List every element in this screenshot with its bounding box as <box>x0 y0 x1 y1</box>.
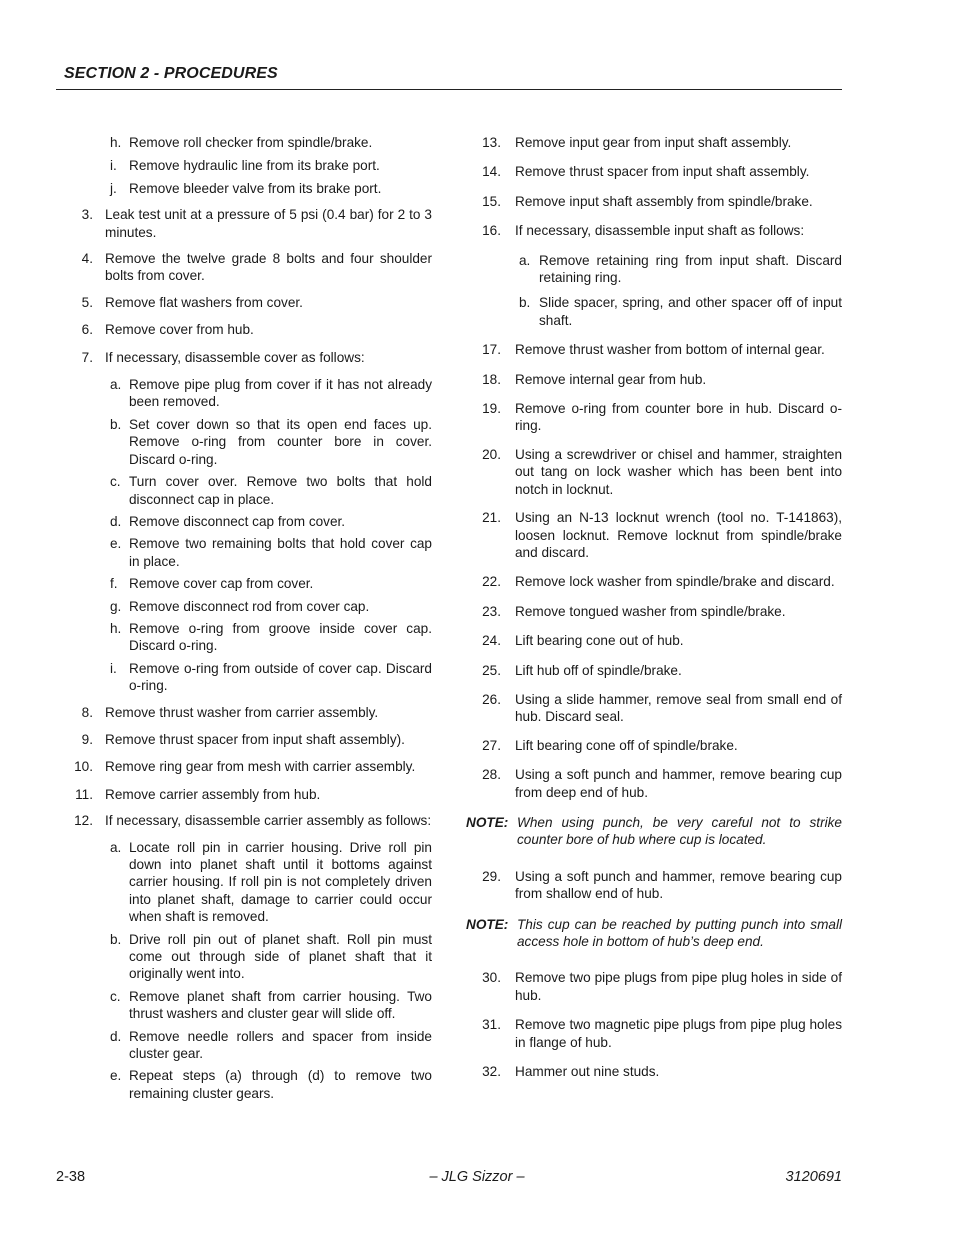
step-item <box>66 321 432 338</box>
step-text: If necessary, disassemble cover as follows: <box>105 349 365 365</box>
step-number: 28. <box>482 767 501 783</box>
sub-step-item <box>66 376 432 411</box>
step-text: Remove planet shaft from carrier housing. Two thrust washers and cluster gear will slide off. <box>129 988 432 1022</box>
step-number: h. <box>110 620 122 636</box>
step-text: Remove thrust spacer from input shaft assembly). <box>105 731 405 747</box>
step-text: Hammer out nine studs. <box>515 1064 660 1080</box>
right-column <box>466 134 842 1080</box>
step-number: 14. <box>482 164 501 180</box>
step-text: Remove cover cap from cover. <box>129 576 314 592</box>
step-text: If necessary, disassemble input shaft as follows: <box>515 223 805 239</box>
step-text: Lift bearing cone out of hub. <box>515 633 684 649</box>
step-text: Remove two magnetic pipe plugs from pipe plug holes in flange of hub. <box>515 1017 842 1050</box>
step-number: 22. <box>482 574 501 590</box>
step-item <box>466 632 842 649</box>
document-number: 3120691 <box>785 1169 842 1185</box>
step-text: Remove internal gear from hub. <box>515 371 707 387</box>
step-item <box>66 758 432 775</box>
step-number: e. <box>110 536 122 552</box>
step-number: 18. <box>482 371 501 387</box>
step-number: d. <box>110 513 122 529</box>
step-number: 11. <box>75 786 93 802</box>
step-number: 13. <box>482 135 501 150</box>
step-text: Remove input shaft assembly from spindle/brake. <box>515 193 813 209</box>
sub-step-item <box>66 180 432 197</box>
step-number: b. <box>519 295 531 311</box>
header-divider <box>56 89 842 90</box>
step-text: Turn cover over. Remove two bolts that hold disconnect cap in place. <box>129 474 432 507</box>
step-item <box>66 731 432 748</box>
step-number: h. <box>110 135 122 150</box>
step-number: e. <box>110 1068 122 1084</box>
step-number: 7. <box>81 349 93 365</box>
note-text: This cup can be reached by putting punch into small access hole in bottom of hub’s deep end. <box>517 916 842 949</box>
step-text: Remove needle rollers and spacer from inside cluster gear. <box>129 1028 432 1062</box>
step-number: 16. <box>482 223 501 239</box>
step-item <box>66 786 432 803</box>
step-number: i. <box>110 158 117 174</box>
step-text: Remove thrust spacer from input shaft assembly. <box>515 164 810 180</box>
step-text: Remove lock washer from spindle/brake and discard. <box>515 574 835 590</box>
step-text: Remove input gear from input shaft assembly. <box>515 135 792 150</box>
section-title: SECTION 2 - PROCEDURES <box>64 65 278 82</box>
step-item <box>66 704 432 721</box>
step-item <box>66 250 432 285</box>
step-number: b. <box>110 931 122 947</box>
step-number: 19. <box>482 401 501 417</box>
step-number: 24. <box>482 633 501 649</box>
step-item <box>466 400 842 435</box>
step-item <box>466 662 842 679</box>
step-text: Leak test unit at a pressure of 5 psi (0.4 bar) for 2 to 3 minutes. <box>105 207 432 240</box>
step-number: a. <box>110 377 122 393</box>
step-number: 31. <box>482 1017 501 1033</box>
step-item <box>466 446 842 498</box>
left-column <box>66 134 432 1102</box>
step-text: Remove bleeder valve from its brake port. <box>129 180 382 196</box>
step-text: Using a soft punch and hammer, remove bearing cup from shallow end of hub. <box>515 868 842 902</box>
step-text: Repeat steps (a) through (d) to remove two remaining cluster gears. <box>129 1068 432 1101</box>
step-number: c. <box>110 474 121 490</box>
step-number: 5. <box>81 294 93 310</box>
sub-step-item <box>66 416 432 468</box>
step-text: Remove retaining ring from input shaft. Discard retaining ring. <box>539 252 842 286</box>
sub-step-item <box>66 157 432 174</box>
sub-step-item <box>66 134 432 151</box>
sub-step-item <box>66 513 432 530</box>
step-item <box>466 1016 842 1051</box>
step-number: 23. <box>482 603 501 619</box>
step-text: Remove thrust washer from bottom of internal gear. <box>515 342 825 358</box>
step-number: 21. <box>482 510 501 526</box>
step-text: Remove o-ring from outside of cover cap. Discard o-ring. <box>129 660 432 694</box>
step-text: Using an N-13 locknut wrench (tool no. T-141863), loosen locknut. Remove locknut from spindle/brake and discard. <box>515 510 842 560</box>
step-item <box>466 603 842 620</box>
sub-step-item <box>66 931 432 983</box>
step-number: 9. <box>81 731 93 747</box>
step-item <box>466 766 842 801</box>
sub-step-item <box>66 1067 432 1102</box>
sub-step-item <box>66 620 432 655</box>
note-item <box>466 916 842 951</box>
step-text: Using a slide hammer, remove seal from small end of hub. Discard seal. <box>515 691 842 725</box>
step-text: Remove thrust washer from carrier assembly. <box>105 704 379 720</box>
sub-step-item <box>66 473 432 508</box>
step-text: Remove tongued washer from spindle/brake. <box>515 603 786 619</box>
step-number: 8. <box>81 704 93 720</box>
step-number: 30. <box>482 970 501 986</box>
sub-step-item <box>66 575 432 592</box>
step-item <box>66 812 432 829</box>
step-number: c. <box>110 988 121 1004</box>
step-item <box>466 341 842 358</box>
step-text: Remove disconnect cap from cover. <box>129 513 346 529</box>
step-text: Remove two remaining bolts that hold cover cap in place. <box>129 536 432 569</box>
step-text: Remove cover from hub. <box>105 322 254 338</box>
step-text: Remove ring gear from mesh with carrier assembly. <box>105 759 416 775</box>
note-label: NOTE: <box>466 916 509 932</box>
step-text: Remove the twelve grade 8 bolts and four shoulder bolts from cover. <box>105 251 432 284</box>
step-text: Remove pipe plug from cover if it has not already been removed. <box>129 377 432 410</box>
page-number: 2-38 <box>56 1169 86 1185</box>
sub-step-item <box>66 660 432 695</box>
step-text: Remove two pipe plugs from pipe plug holes in side of hub. <box>515 970 842 1003</box>
step-number: d. <box>110 1028 122 1044</box>
step-text: Remove roll checker from spindle/brake. <box>129 135 373 150</box>
step-number: 4. <box>81 251 93 267</box>
step-number: a. <box>519 252 531 268</box>
step-number: b. <box>110 416 122 432</box>
sub-step-item <box>66 598 432 615</box>
step-number: 25. <box>482 662 501 678</box>
step-item <box>466 737 842 754</box>
step-item <box>466 573 842 590</box>
step-item <box>66 206 432 241</box>
step-number: 20. <box>482 446 501 462</box>
step-number: 32. <box>482 1064 501 1080</box>
step-text: Remove hydraulic line from its brake port. <box>129 158 380 174</box>
step-text: Drive roll pin out of planet shaft. Roll pin must come out through side of planet shaft that it originally went into. <box>129 931 432 982</box>
step-item <box>466 969 842 1004</box>
step-item <box>66 349 432 366</box>
step-number: a. <box>110 839 122 855</box>
sub-step-item <box>66 839 432 926</box>
sub-step-item <box>66 535 432 570</box>
step-text: Slide spacer, spring, and other spacer off of input shaft. <box>539 295 842 328</box>
step-text: Remove disconnect rod from cover cap. <box>129 598 370 614</box>
step-text: Locate roll pin in carrier housing. Drive roll pin down into planet shaft until it bottoms against carrier housing. If roll pin is not completely driven into planet shaft, damage to carrier could occur when shaft is removed. <box>129 839 432 925</box>
step-text: Remove carrier assembly from hub. <box>105 786 321 802</box>
step-item <box>466 163 842 180</box>
step-number: 6. <box>81 322 93 338</box>
step-number: 17. <box>482 342 501 358</box>
step-text: Using a soft punch and hammer, remove bearing cup from deep end of hub. <box>515 767 842 800</box>
step-number: 26. <box>482 691 501 707</box>
step-number: 15. <box>482 193 501 209</box>
note-label: NOTE: <box>466 814 509 830</box>
step-number: g. <box>110 598 122 614</box>
sub-step-item <box>466 252 842 287</box>
step-number: 3. <box>81 207 93 223</box>
step-number: 12. <box>74 813 93 829</box>
note-item <box>466 814 842 849</box>
sub-step-item <box>66 1028 432 1063</box>
step-text: If necessary, disassemble carrier assembly as follows: <box>105 813 432 829</box>
step-text: Remove flat washers from cover. <box>105 294 303 310</box>
step-text: Set cover down so that its open end faces up. Remove o-ring from counter bore in cover. Discard o-ring. <box>129 416 432 467</box>
step-item <box>466 1063 842 1080</box>
step-item <box>466 134 842 151</box>
step-number: 27. <box>482 737 501 753</box>
note-text: When using punch, be very careful not to strike counter bore of hub where cup is located. <box>517 814 842 848</box>
step-number: j. <box>110 180 117 196</box>
step-text: Using a screwdriver or chisel and hammer, straighten out tang on lock washer which has been bent into notch in locknut. <box>515 446 842 497</box>
step-text: Lift bearing cone off of spindle/brake. <box>515 737 738 753</box>
step-item <box>66 294 432 311</box>
step-item <box>466 868 842 903</box>
step-item <box>466 222 842 239</box>
step-item <box>466 691 842 726</box>
step-text: Remove o-ring from groove inside cover cap. Discard o-ring. <box>129 620 432 654</box>
step-item <box>466 509 842 561</box>
step-item <box>466 371 842 388</box>
step-number: 10. <box>74 759 93 775</box>
step-text: Remove o-ring from counter bore in hub. Discard o-ring. <box>515 401 842 434</box>
footer-publication: – JLG Sizzor – <box>429 1169 525 1185</box>
step-item <box>466 193 842 210</box>
sub-step-item <box>66 988 432 1023</box>
step-number: i. <box>110 660 117 676</box>
step-number: f. <box>110 576 118 592</box>
sub-step-item <box>466 294 842 329</box>
step-text: Lift hub off of spindle/brake. <box>515 662 682 678</box>
step-number: 29. <box>482 868 501 884</box>
